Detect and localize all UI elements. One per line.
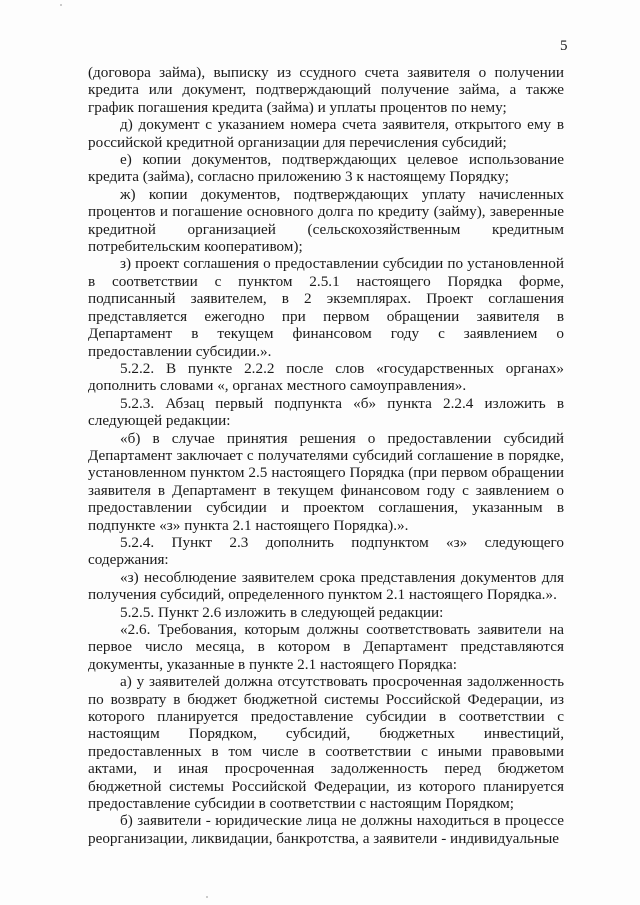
paragraph: 5.2.4. Пункт 2.3 дополнить подпунктом «з» следующего содержания: <box>88 533 564 569</box>
paragraph: 5.2.5. Пункт 2.6 изложить в следующей редакции: <box>120 603 444 621</box>
document-body <box>88 64 564 847</box>
paragraph: д) документ с указанием номера счета заявителя, открытого ему в российской кредитной организации для перечисления субсидий; <box>88 116 564 151</box>
paragraph: ж) копии документов, подтверждающих уплату начисленных процентов и погашение основного долга по кредиту (займу), заверенные кредитной организацией (сельскохозяйственным кредитным потребительским кооперативом); <box>88 185 564 256</box>
paragraph: «з) несоблюдение заявителем срока представления документов для получения субсидий, определенного пунктом 2.1 настоящего Порядка.». <box>88 568 564 604</box>
page-number: 5 <box>560 38 568 54</box>
scan-speck <box>206 896 208 898</box>
paragraph: а) у заявителей должна отсутствовать просроченная задолженность по возврату в бюджет бюджетной системы Российской Федерации, из которого планируется предоставление субсидии в соответствии с настоящим Порядком, субсидий, бюджетных инвестиций, предоставленных в том числе в соответствии с иными правовыми актами, и иная просроченная задолженность перед бюджетом бюджетной системы Российской Федерации, из которого планируется предоставление субсидии в соответствии с настоящим Порядком; <box>88 673 564 813</box>
paragraph: б) заявители - юридические лица не должны находиться в процессе реорганизации, ликвидации, банкротства, а заявители - индивидуальные <box>88 812 564 847</box>
paragraph: 5.2.2. В пункте 2.2.2 после слов «государственных органах» дополнить словами «, органах местного самоуправления». <box>88 359 564 395</box>
scan-speck <box>60 4 62 6</box>
paragraph: е) копии документов, подтверждающих целевое использование кредита (займа), согласно приложению 3 к настоящему Порядку; <box>88 151 564 186</box>
paragraph: 5.2.3. Абзац первый подпункта «б» пункта 2.2.4 изложить в следующей редакции: <box>88 394 564 430</box>
paragraph: «б) в случае принятия решения о предоставлении субсидий Департамент заключает с получателями субсидий соглашение в порядке, установленном пунктом 2.5 настоящего Порядка (при первом обращении заявителя в Департамент в текущем финансовом году с заявлением о предоставлении субсидии и проектом соглашения, указанным в подпункте «з» пункта 2.1 настоящего Порядка).». <box>88 429 564 534</box>
paragraph: з) проект соглашения о предоставлении субсидии по установленной в соответствии с пунктом 2.5.1 настоящего Порядка форме, подписанный заявителем, в 2 экземплярах. Проект соглашения представляется ежегодно при первом обращении заявителя в Департамент в текущем финансовом году с заявлением о предоставлении субсидии.». <box>88 255 564 360</box>
paragraph: (договора займа), выписку из ссудного счета заявителя о получении кредита или документ, подтверждающий получение займа, а также график погашения кредита (займа) и уплаты процентов по нему; <box>88 64 564 116</box>
paragraph: «2.6. Требования, которым должны соответствовать заявители на первое число месяца, в котором в Департамент представляются документы, указанные в пункте 2.1 настоящего Порядка: <box>88 621 564 673</box>
